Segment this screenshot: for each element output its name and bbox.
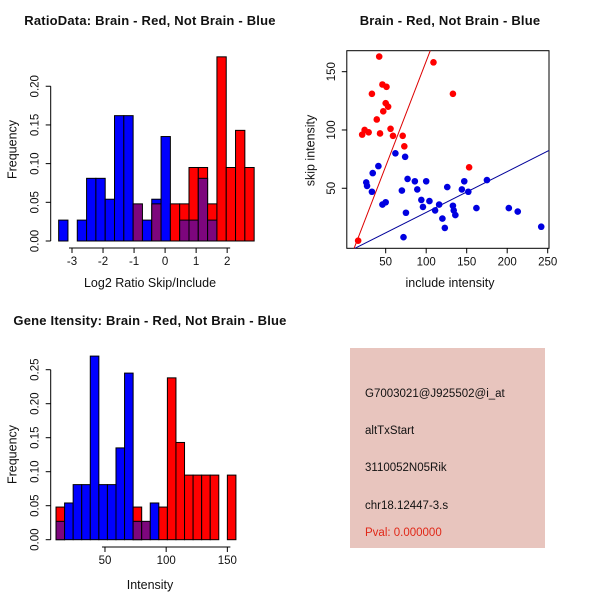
gene-intensity-histogram-title: Gene Itensity: Brain - Red, Not Brain - Blue — [13, 313, 287, 328]
data-point-blue — [426, 198, 433, 205]
intensity-scatter-xlabel: include intensity — [405, 276, 495, 290]
data-point-red — [383, 84, 390, 91]
intensity-scatter-ylabel: skip intensity — [303, 114, 318, 187]
ratio-histogram-xlabel: Log2 Ratio Skip/Include — [83, 276, 217, 290]
x-tick-label: 150 — [217, 555, 237, 567]
x-tick-label: 100 — [416, 256, 436, 269]
data-point-red — [399, 133, 406, 140]
hist-bar-red — [185, 475, 194, 540]
hist-bar-blue — [161, 137, 170, 241]
data-point-red — [380, 108, 387, 115]
hist-bar-red — [193, 475, 202, 540]
hist-bar-red — [170, 204, 179, 241]
x-tick-label: 1 — [192, 256, 200, 268]
panel-info — [300, 300, 600, 600]
hist-bar-blue — [107, 485, 116, 540]
data-point-blue — [473, 205, 480, 212]
data-point-blue — [392, 150, 399, 157]
plot-box — [347, 51, 549, 249]
data-point-blue — [442, 225, 449, 232]
data-point-blue — [375, 163, 382, 170]
gene-info-box — [350, 348, 545, 548]
hist-bar-blue — [87, 178, 96, 241]
data-point-blue — [402, 153, 409, 160]
data-point-blue — [465, 188, 472, 195]
hist-bar-blue — [116, 448, 125, 540]
hist-bar-red — [167, 378, 176, 540]
data-point-red — [401, 143, 408, 150]
hist-bar-red — [236, 130, 245, 241]
data-point-blue — [404, 176, 411, 183]
data-point-blue — [414, 186, 421, 193]
data-point-blue — [444, 184, 451, 191]
panel-intensity-scatter — [300, 0, 600, 300]
y-tick-label: 0.00 — [29, 528, 42, 551]
hist-bar-blue — [82, 485, 91, 540]
data-point-blue — [364, 183, 371, 190]
hist-bar-red — [176, 442, 185, 539]
hist-bar-blue — [105, 199, 114, 241]
hist-bar-blue — [125, 373, 134, 540]
ratio-histogram-title: RatioData: Brain - Red, Not Brain - Blue — [24, 13, 276, 28]
y-tick-label: 0.05 — [29, 191, 42, 214]
hist-bar-overlap — [180, 220, 189, 241]
hist-bar-red — [217, 57, 226, 241]
data-point-blue — [418, 197, 425, 204]
hist-bar-overlap — [152, 204, 161, 241]
data-point-red — [430, 59, 437, 66]
hist-bar-blue — [142, 220, 151, 241]
hist-bar-blue — [73, 485, 82, 540]
data-point-red — [390, 133, 397, 140]
hist-bar-blue — [59, 220, 68, 241]
y-tick-label: 0.20 — [29, 75, 42, 98]
data-point-red — [450, 91, 457, 98]
y-tick-label: 0.25 — [29, 358, 42, 381]
hist-bar-red — [245, 167, 254, 241]
data-point-red — [387, 126, 394, 133]
data-point-red — [385, 103, 392, 110]
data-point-red — [369, 91, 376, 98]
y-tick-label: 0.10 — [29, 460, 42, 483]
hist-bar-red — [226, 167, 235, 241]
hist-bar-blue — [115, 116, 124, 241]
data-point-blue — [439, 215, 446, 222]
data-point-red — [377, 130, 384, 137]
x-tick-label: -3 — [66, 256, 78, 268]
data-point-red — [359, 131, 366, 138]
chromosome-location-text: chr18.12447-3.s — [365, 500, 449, 512]
hist-bar-red — [159, 507, 168, 540]
hist-bar-overlap — [133, 204, 142, 241]
y-tick-label: 0.15 — [29, 426, 42, 449]
data-point-blue — [399, 187, 406, 194]
gene-intensity-histogram-xlabel: Intensity — [126, 578, 174, 592]
data-point-blue — [514, 208, 521, 215]
data-point-blue — [461, 178, 468, 185]
data-point-blue — [538, 223, 545, 230]
data-point-blue — [412, 178, 419, 185]
intensity-scatter-plot — [300, 0, 600, 300]
hist-bar-overlap — [198, 178, 207, 241]
y-tick-label: 0.15 — [29, 113, 42, 137]
data-point-blue — [459, 186, 466, 193]
data-point-blue — [403, 209, 410, 216]
data-point-blue — [420, 204, 427, 211]
ratio-histogram-ylabel: Frequency — [5, 119, 20, 180]
x-tick-label: 200 — [497, 256, 517, 269]
panel-ratio-histogram — [0, 0, 300, 300]
y-tick-label: 150 — [325, 62, 338, 82]
hist-bar-overlap — [133, 521, 142, 539]
hist-bar-blue — [96, 178, 105, 241]
data-point-blue — [379, 201, 386, 208]
ratio-histogram-plot — [0, 0, 300, 300]
x-tick-label: -2 — [97, 256, 109, 268]
pval-text: Pval: 0.000000 — [365, 527, 442, 539]
data-point-blue — [423, 178, 430, 185]
hist-bar-overlap — [208, 220, 217, 241]
hist-bar-overlap — [56, 521, 65, 539]
intensity-scatter-title: Brain - Red, Not Brain - Blue — [359, 13, 541, 28]
event-type-text: altTxStart — [365, 425, 415, 437]
data-point-blue — [369, 188, 376, 195]
y-tick-label: 0.10 — [29, 152, 42, 175]
y-tick-label: 0.20 — [29, 392, 42, 415]
data-point-red — [355, 237, 362, 244]
hist-bar-blue — [150, 503, 159, 540]
x-tick-label: 2 — [223, 256, 231, 268]
hist-bar-blue — [124, 116, 133, 241]
x-tick-label: 50 — [98, 555, 112, 567]
x-tick-label: 50 — [379, 256, 393, 269]
y-tick-label: 0.00 — [29, 229, 42, 253]
y-tick-label: 0.05 — [29, 494, 42, 517]
gene-intensity-histogram-ylabel: Frequency — [5, 424, 20, 485]
x-tick-label: 150 — [457, 256, 477, 269]
data-point-blue — [452, 212, 459, 219]
brain-fit-line — [354, 51, 430, 249]
hist-bar-red — [202, 475, 211, 540]
data-point-red — [376, 53, 383, 60]
hist-bar-red — [210, 475, 219, 540]
notbrain-fit-line — [355, 150, 549, 248]
data-point-blue — [436, 201, 443, 208]
hist-bar-blue — [99, 485, 108, 540]
data-point-blue — [432, 207, 439, 214]
x-tick-label: 100 — [156, 555, 176, 567]
hist-bar-blue — [65, 503, 74, 540]
data-point-red — [466, 164, 473, 171]
hist-bar-overlap — [142, 521, 151, 539]
data-point-red — [365, 129, 372, 136]
data-point-blue — [400, 234, 407, 241]
data-point-red — [373, 116, 380, 123]
data-point-blue — [484, 177, 491, 184]
x-tick-label: 0 — [161, 256, 169, 268]
probe-id-text: G7003021@J925502@i_at — [365, 388, 505, 400]
hist-bar-overlap — [189, 220, 198, 241]
gene-intensity-histogram-plot — [0, 300, 300, 600]
x-tick-label: -1 — [128, 256, 140, 268]
hist-bar-blue — [77, 220, 86, 241]
data-point-blue — [506, 205, 513, 212]
y-tick-label: 100 — [325, 120, 338, 140]
hist-bar-blue — [90, 356, 99, 540]
x-tick-label: 250 — [538, 256, 558, 269]
gene-symbol-text: 3110052N05Rik — [365, 462, 447, 474]
y-tick-label: 50 — [325, 181, 338, 195]
panel-gene-intensity-histogram — [0, 300, 300, 600]
hist-bar-red — [227, 475, 236, 540]
data-point-blue — [369, 170, 376, 177]
